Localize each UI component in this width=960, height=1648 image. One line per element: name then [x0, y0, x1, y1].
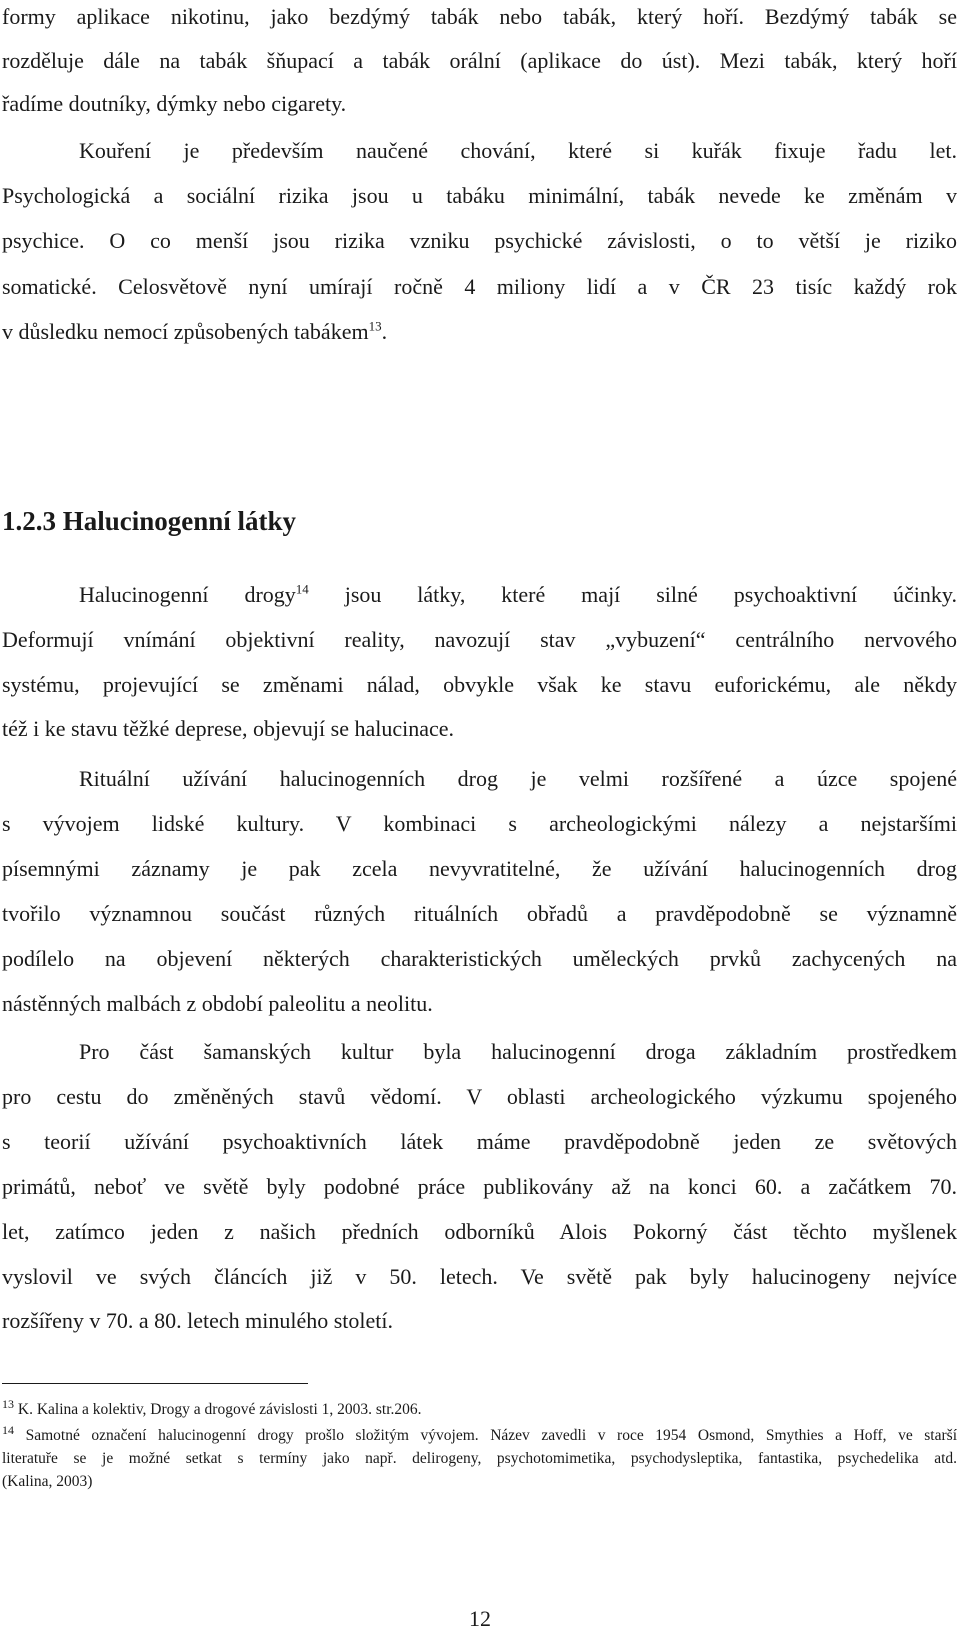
- body-line: formy aplikace nikotinu, jako bezdýmý tabák nebo tabák, který hoří. Bezdýmý tabák se: [2, 4, 957, 29]
- body-text: v důsledku nemocí způsobených tabákem: [2, 319, 369, 344]
- body-line-with-footnote: [79, 582, 957, 608]
- body-line: pro cestu do změněných stavů vědomí. V oblasti archeologického výzkumu spojeného: [2, 1084, 957, 1109]
- body-line: Rituální užívání halucinogenních drog je velmi rozšířené a úzce spojené: [79, 766, 957, 791]
- body-line: Psychologická a sociální rizika jsou u tabáku minimální, tabák nevede ke změnám v: [2, 183, 957, 208]
- body-line: psychice. O co menší jsou rizika vzniku psychické závislosti, o to větší je riziko: [2, 228, 957, 253]
- body-line: let, zatímco jeden z našich předních odborníků Alois Pokorný část těchto myšlenek: [2, 1219, 957, 1244]
- body-line: Deformují vnímání objektivní reality, navozují stav „vybuzení“ centrálního nervového: [2, 627, 957, 652]
- footnote-mark: 14: [2, 1422, 14, 1437]
- body-text: jsou látky, které mají silné psychoaktivní účinky.: [308, 582, 957, 607]
- body-line: podílelo na objevení některých charakteristických uměleckých prvků zachycených na: [2, 946, 957, 971]
- body-line: písemnými záznamy je pak zcela nevyvratitelné, že užívání halucinogenních drog: [2, 856, 957, 881]
- footnote-text: K. Kalina a kolektiv, Drogy a drogové závislosti 1, 2003. str.206.: [14, 1401, 422, 1418]
- body-line: primátů, neboť ve světě byly podobné práce publikovány až na konci 60. a začátkem 70.: [2, 1174, 957, 1199]
- body-line-with-footnote: [2, 319, 957, 345]
- footnote-ref-13: 13: [368, 318, 382, 334]
- body-line: rozděluje dále na tabák šňupací a tabák orální (aplikace do úst). Mezi tabák, který hoří: [2, 48, 957, 73]
- footnote-ref-14: 14: [295, 581, 309, 597]
- footnote-text: Samotné označení halucinogenní drogy prošlo složitým vývojem. Název zavedli v roce 1954 Osmond, Smythies a Hoff, ve starší: [14, 1427, 957, 1444]
- footnote-line: (Kalina, 2003): [2, 1473, 93, 1490]
- section-heading: 1.2.3 Halucinogenní látky: [2, 506, 297, 536]
- body-line: systému, projevující se změnami nálad, obvykle však ke stavu euforickému, ale někdy: [2, 672, 957, 697]
- footnote-line: literatuře se je možné setkat s termíny jako např. delirogeny, psychotomimetika, psychodysleptika, fantastika, psychedelika atd.: [2, 1450, 957, 1467]
- body-line: s teorií užívání psychoaktivních látek máme pravděpodobně jeden ze světových: [2, 1129, 957, 1154]
- body-line: řadíme doutníky, dýmky nebo cigarety.: [2, 91, 347, 116]
- page-number: 12: [469, 1606, 491, 1631]
- body-line: rozšířeny v 70. a 80. letech minulého století.: [2, 1308, 394, 1333]
- footnote-separator: [2, 1383, 308, 1384]
- footnote-14: [2, 1422, 957, 1446]
- body-line: Pro část šamanských kultur byla halucinogenní droga základním prostředkem: [79, 1039, 957, 1064]
- body-line: nástěnných malbách z období paleolitu a neolitu.: [2, 991, 433, 1016]
- body-line: vyslovil ve svých článcích již v 50. letech. Ve světě pak byly halucinogeny nejvíce: [2, 1264, 957, 1289]
- body-text: .: [381, 319, 388, 344]
- body-line: tvořilo významnou součást různých rituálních obřadů a pravděpodobně se významně: [2, 901, 957, 926]
- body-line: somatické. Celosvětově nyní umírají ročně 4 miliony lidí a v ČR 23 tisíc každý rok: [2, 274, 957, 299]
- footnote-mark: 13: [2, 1396, 14, 1411]
- body-line: též i ke stavu těžké deprese, objevují se halucinace.: [2, 716, 455, 741]
- body-line: s vývojem lidské kultury. V kombinaci s archeologickými nálezy a nejstaršími: [2, 811, 957, 836]
- footnote-13: [2, 1396, 957, 1420]
- body-line: Kouření je především naučené chování, které si kuřák fixuje řadu let.: [79, 138, 957, 163]
- body-text: Halucinogenní drogy: [79, 582, 296, 607]
